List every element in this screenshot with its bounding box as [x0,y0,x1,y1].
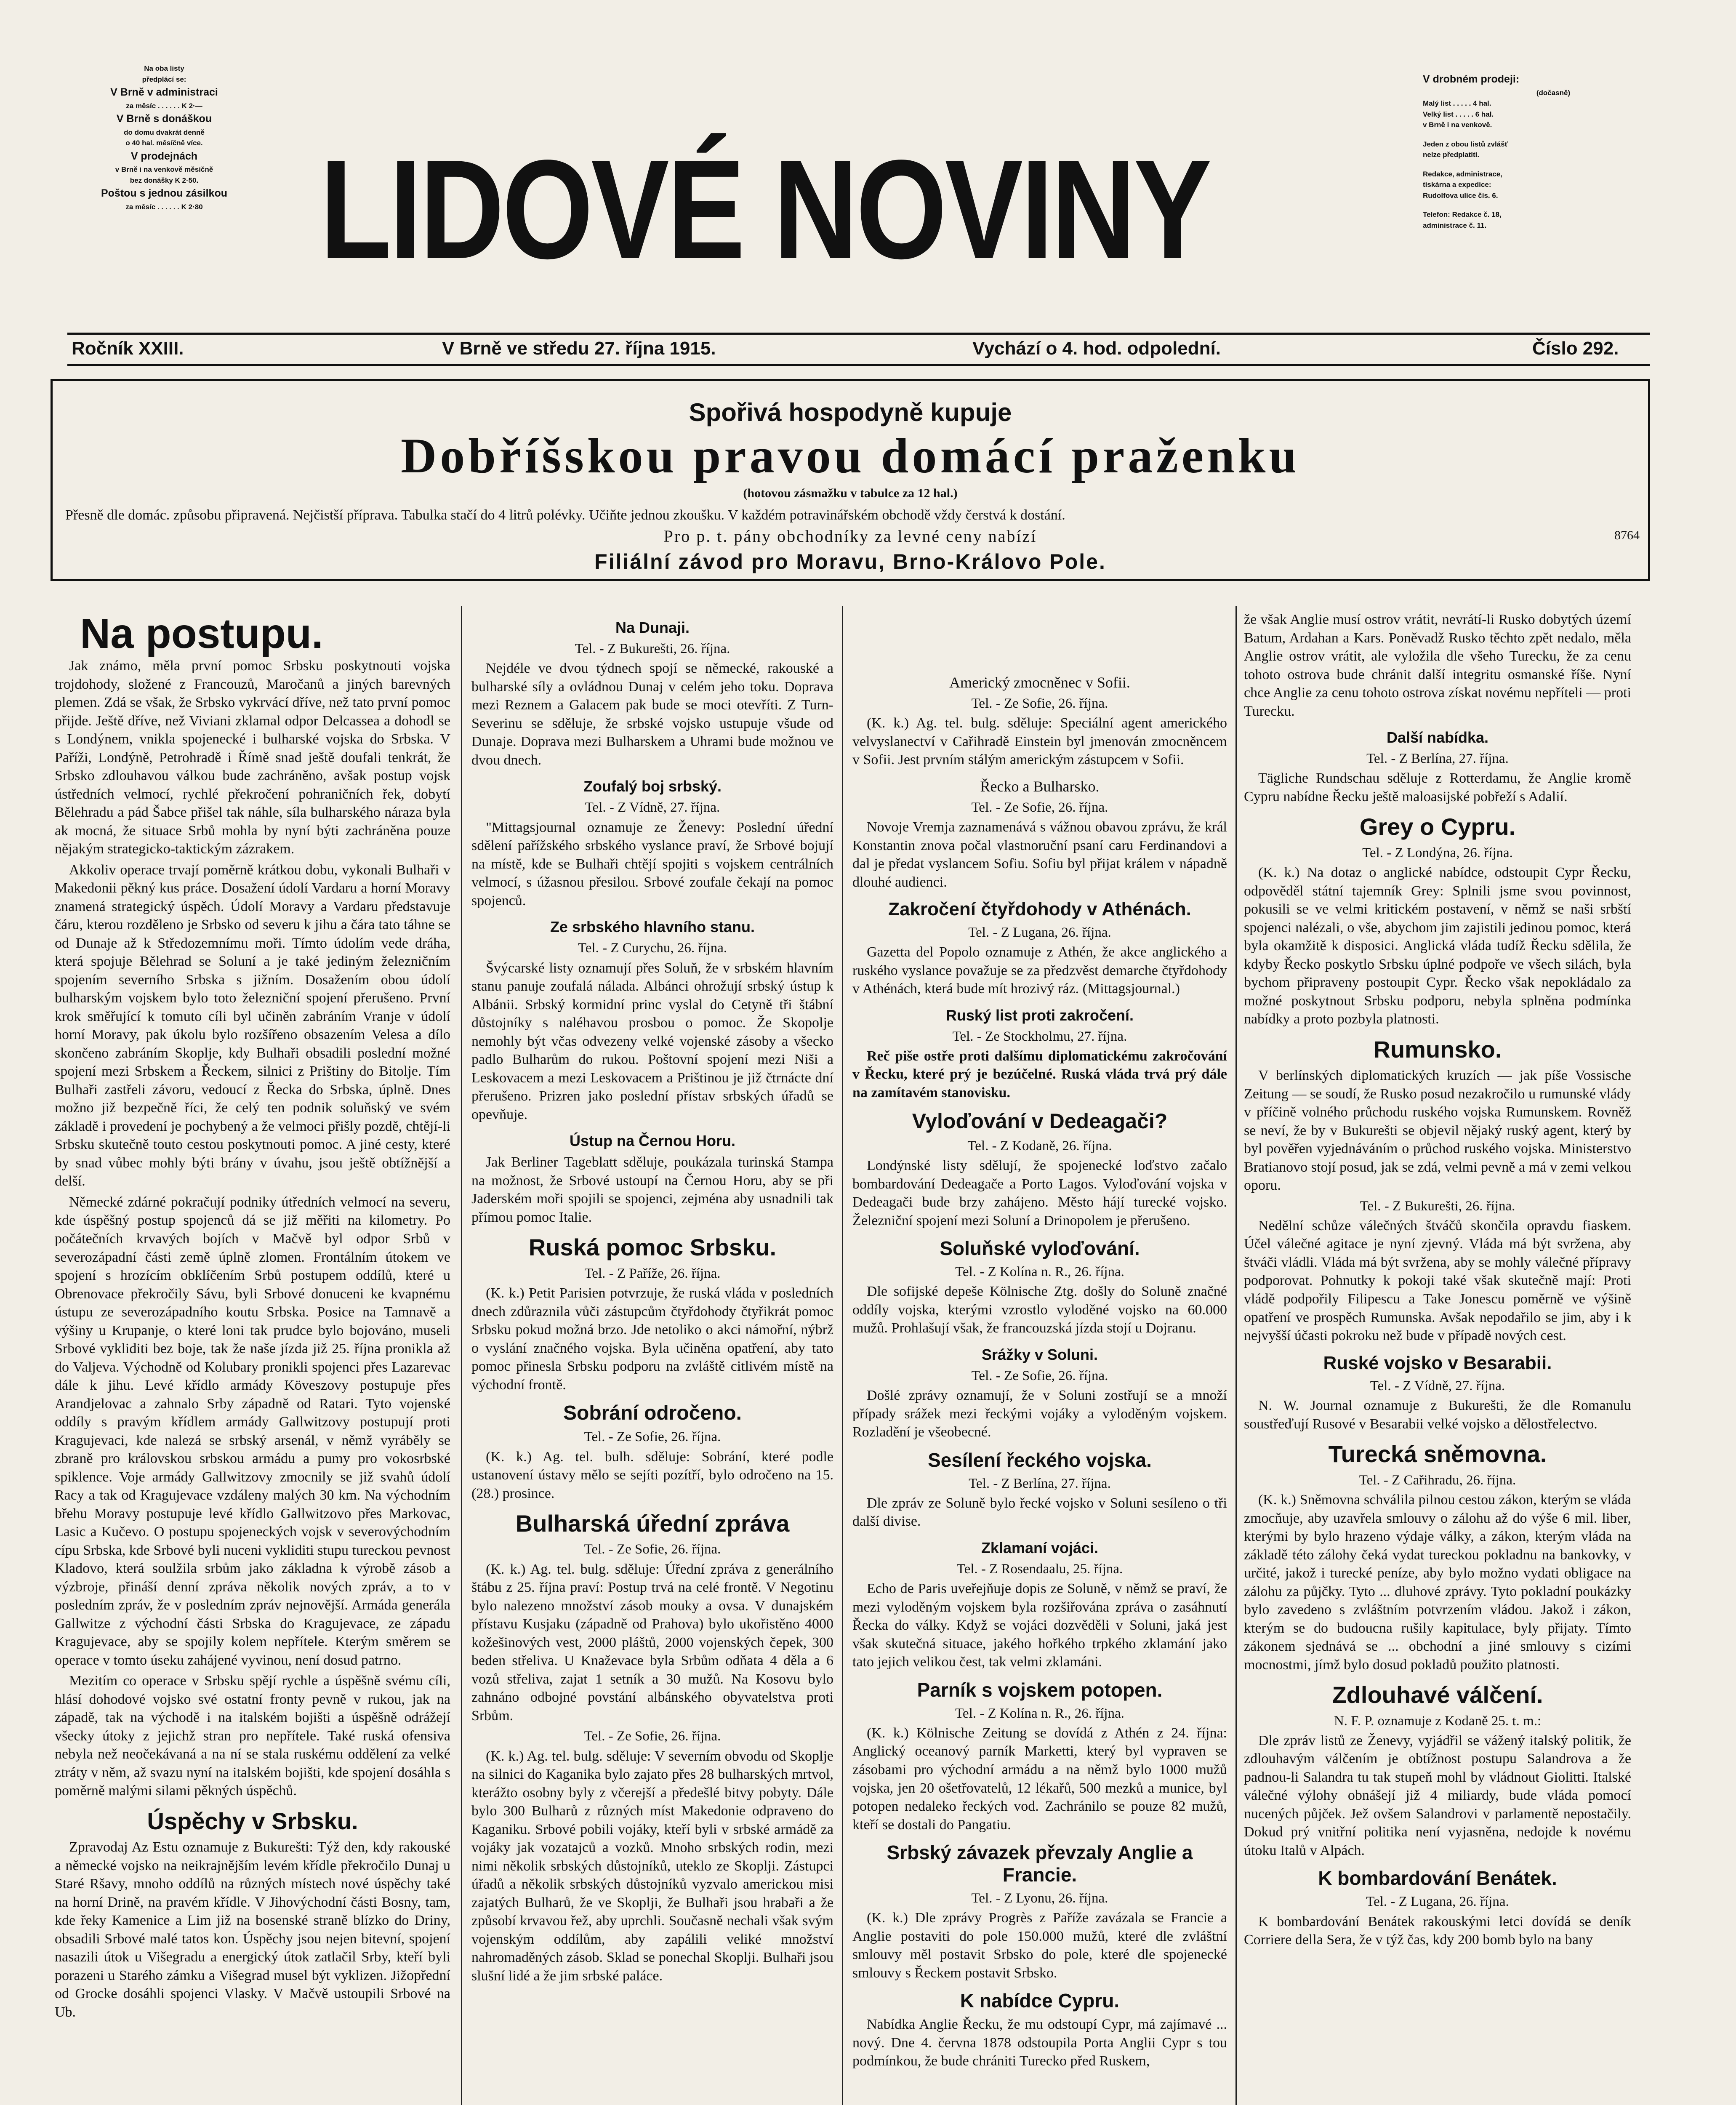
article-paragraph: (K. k.) Dle zprávy Progrès z Paříže zavázala se Francie a Anglie postaviti do pole 150.000 mužů, které dle zvláštní smlouvy měl postavit Srbsko do pole, které dle spojenecké smlouvy s Řeckem postavit Srbsko. [852,1910,1227,1981]
price-line: Jeden z obou listů zvlášť [1423,140,1508,148]
dateline: Tel. - Z Vídně, 27. října. [1370,1378,1505,1394]
dateline: Tel. - Z Bukurešti, 26. října. [1360,1198,1515,1214]
article-paragraph: Gazetta del Popolo oznamuje z Athén, že akce anglického a ruského vyslance považuje se za předzvěst demarche čtyřdohody v Athénách, která bude mít hrozivý ráz. (Mittagsjournal.) [852,944,1227,997]
article-paragraph: Nedělní schůze válečných štváčů skončila opravdu fiaskem. Účel válečné agitace je nyní zjevný. Vláda má být svržena, aby štváči vládli. Vláda má být svržena, aby se mohly válečné přípravy podporovat. Pohnutky k pokoji také však skutečně mají: Proti vládě podpořily Filipescu a Take Jonescu poměrně ve výšině opatření ve prospěch Rumunska. Avšak nepodařilo se jim, aby i k nejvyšší účasti pokroku než bude v případě nových cest. [1244,1218,1631,1344]
article-paragraph: Zpravodaj Az Estu oznamuje z Bukurešti: Týž den, kdy rakouské a německé vojsko na neikrajnějším levém křídle překročilo Dunaj u Staré Ršavy, mnoho oddílů na různých místech nové úspěchy také na horní Drině, na pravém křídle. V Jihovýchodní části Bosny, tam, kde řeky Kamenice a Lim již na bosenské straně blízko do Driny, obsadili Srbové malé tatos kon. Úspěchy jsou nejen bitevní, spojení nasazili útok u Višegradu a energický útok zatlačil Srby, kteří byli porazeni u Starého zámku a Višegrad musel být vyklizen. Jižopřední od Grocke dosáhli spojenci Vlasky. V Mačvě ustoupili Srbové na Ub. [55,1839,450,2020]
article-heading: Úspěchy v Srbsku. [147,1807,358,1834]
article-paragraph: Mezitím co operace v Srbsku spějí rychle a úspěšně svému cíli, hlásí dohodové vojsko své ostatní fronty pevně v rukou, jak na západě, tak na východě i na italském bojišti a úspěšně odrážejí všecky útoky z jejichž stran pro nepřítele. Také ruská ofensiva nebyla než neočekávaná a na ní se stala ruskému oddělení za velké ztráty v něm, až svazu nyní na italském bojišti, kde spojení dosáhla s poměrně malými silami pěkných úspěchů. [55,1673,450,1799]
article-heading: Ruské vojsko v Besarabii. [1323,1352,1552,1373]
article-paragraph: (K. k.) Ag. tel. bulg. sděluje: V severním obvodu od Skoplje na silnici do Kaganika bylo zajato přes 28 bulharských mrtvol, kterážto osobny byly z včerejší a předešlé bitvy pobyty. Dále bylo 300 Bulharů z různých míst Makedonie odpraveno do Kaganiku. Srbové pobili vojáky, kteří byli v srbské armádě za vojáky jak vozatajců a vozků. Mnoho srbských rodin, mezi nimi několik srbských důstojníků, uteklo ze Skoplji. Zástupci úřadů a několik srbských důstojníků vyzvalo americkou misi zajatých Bulharů, že ve Skoplji, že Bulhaři jsou hrabaři a že způsobí krvavou řež, aby uprchli. Současně nechali však svým vojenským oddílům, aby zapálili veliké množství nahromaděných zásob. Sklad se ponechal Skoplji. Bulhaři jsou slušní lidé a že jim srbské paláce. [471,1748,833,1984]
price-line: nelze předplatiti. [1423,151,1480,159]
article-paragraph: Echo de Paris uveřejňuje dopis ze Soluně, v němž se praví, že mezi vyloděným vojskem byla rozšiřována zpráva o zasáhnutí Řecka do války. Když se vojáci dozvěděli v Soluni, jaká jest však skutečná situace, jakého hořkého trpkého zklamání jako tato jejich velikou čest, tak velmi zklamáni. [852,1581,1227,1670]
advertisement-box [51,379,1650,581]
article-heading: Turecká sněmovna. [1328,1441,1547,1468]
article-heading: Sesílení řeckého vojska. [928,1449,1152,1471]
price-line: (dočasně) [1536,88,1571,97]
subscription-line: za měsíc . . . . . . K 2·80 [125,203,203,211]
price-line: Rudolfova ulice čís. 6. [1423,191,1498,200]
article-heading: Ústup na Černou Horu. [570,1132,735,1150]
article-heading: Srážky v Soluni. [981,1346,1098,1363]
issue-date: V Brně ve středu 27. října 1915. [442,338,716,359]
article-paragraph: (K. k.) Ag. tel. bulg. sděluje: Speciální agent amerického velvyslanectví v Cařihradě Einstein byl jmenován zmocněncem v Sofii. Jest prvním stálým americkým zástupcem v Sofii. [852,715,1227,768]
ad-subline: (hotovou zásmažku v tabulce za 12 hal.) [743,486,958,500]
price-line: Telefon: Redakce č. 18, [1423,210,1502,218]
ad-company: Filiální závod pro Moravu, Brno-Královo Pole. [594,550,1106,573]
article-column-4 [1244,610,1631,2105]
lead-article-title: Na postupu. [80,610,323,657]
article-paragraph: (K. k.) Sněmovna schválila pilnou cestou zákon, kterým se vláda zmocňuje, aby uzavřela smlouvy o zálohu až do výše 6 mil. liber, kterými by bylo hrazeno výdaje války, a zákon, kterým vláda na základě této zálohy čeká vydat tureckou pokladnu na bankovky, v určité, jakož i turecké peníze, aby bylo možno vydati obligace na zálohu za půjčky. Tyto ... dluhové zprávy. Tyto pokladní poukázky bylo zavedeno s zvláštním potvrzením vládou. Jakož i zákon, kterým se do budoucna rušily kapitulace, byly přijaty. Tímto zákonem sjednává se ... obchodní a jiné smlouvy s cizími mocnostmi, jímž bylo dosud pokladů použito platnosti. [1244,1492,1631,1673]
article-paragraph: (K. k.) Petit Parisien potvrzuje, že ruská vláda v posledních dnech zdůraznila vůči zástupcům čtyřdohody čtyřikrát pomoc Srbsku pokud možná brzo. Jde netoliko o akci námořní, nýbrž o vyslání značného vojska. Byla učiněna opatření, aby tato pomoc přinesla Srbsku podporu na zvláště citlivém místě na východní frontě. [471,1285,833,1393]
article-column-3 [852,665,1227,2105]
dateline: Tel. - Z Kolína n. R., 26. října. [955,1264,1124,1280]
dateline: Tel. - Ze Sofie, 26. října. [584,1542,721,1557]
article-paragraph: Německé zdárné pokračují podniky útředních velmocí na severu, kde úspěšný postup spojenců dá se již měřiti na kilometry. Po počátečních krvavých bojích v Mačvě byl odpor Srbů v severozápadní části země úplně zlomen. Frontálním útokem ve spojení s hrozícím obklíčením Srbů postupem oddílů, které u Obrenovace překročily Sávu, byli Srbové donuceni ke kvapnému ústupu ze severozápadního koutu Srbska. Posice na Tamnavě a výšiny u Krupanje, o které loni tak prudce bylo bojováno, museli Srbové vykliditi bez boje, tak že naše jízda již 25. října pronikla až do Valjeva. Východně od Kolubary pronikli spojenci přes Lazarevac dále k jihu. Levé křídlo armády Köveszovy postupuje přes Arandjelovac a zahnalo Srby západně od Ratari. Tyto vojenské oddíly s pravým křídlem armády Gallwitzovy postupují proti Kragujevaci, kde nalezá se srbský arsenál, v němž vyráběly se zbraně pro královskou srbskou armádu a pumy pro vokosrbské spiklence. Voje armády Gallwitzovy zmocnily se již svahů údolí Racy a tak od Kragujevace vzdáleny malých 30 km. Na východním břehu Moravy postupuje levé křídlo Gallwitzovo přes Markovac, Lasic a Kučevo. O postupu spojeneckých vojsk v severovýchodním cípu Srbska, kde Srbové byli nuceni vykliditi stupu tureckou pevnost Kladovo, která soulžila srbům jako základna k výrobě zásob a výzbroje, přináší denní zpráva několik nových zpráv, a to v posledním zpráv, že v posledním zpráv nejnovější. Armáda generála Gallwitze z východní části Srbska do Kragujevace, ze západu Kragujevace, aby se spojily kolem nepřítele. Kterým směrem se operace v tomto úseku zahájené vyvinou, není dosud patrno. [55,1194,450,1668]
dateline: Tel. - Z Vídně, 27. října. [585,800,720,815]
dateline: N. F. P. oznamuje z Kodaně 25. t. m.: [1334,1713,1542,1729]
article-paragraph: Jak Berliner Tageblatt sděluje, poukázala turinská Stampa na možnost, že Srbové ustoupí na Černou Horu, aby se při Jaderském moři spojili se spojenci, zejména aby usnadnili tak přímou pomoc Italie. [471,1154,833,1225]
article-heading: Ruský list proti zakročení. [945,1006,1134,1024]
subscription-line: V prodejnách [130,150,198,162]
price-line: administrace č. 11. [1423,221,1487,229]
ad-offer: Pro p. t. pány obchodníky za levné ceny nabízí [663,527,1037,546]
column-divider [1235,606,1237,2105]
article-heading: Ruská pomoc Srbsku. [528,1234,777,1261]
article-paragraph: V berlínských diplomatických kruzích — jak píše Vossische Zeitung — se soudí, že Rusko posud nezakročilo u rumunské vlády v příčině volného průchodu ruského vojska Rumunskem. Rovněž se neví, že by v Bukurešti se objevil nějaký ruský agent, který by byl pověřen vyjednáváním o průchod ruského vojska. Ministerstvo Bratianovo stojí posud, jak se zdá, velmi pevně a má v zemi velkou oporu. [1244,1068,1631,1194]
article-paragraph: Dle sofijské depeše Kölnische Ztg. došly do Soluně značné oddíly vojska, kterými vzrostlo vyloděné vojsko na 60.000 mužů. Prohlašují však, že francouzská jízda stojí u Dojranu. [852,1284,1227,1336]
article-heading: Zklamaní vojáci. [981,1539,1099,1556]
dateline: Tel. - Ze Sofie, 26. října. [971,696,1108,711]
subscription-line: bez donášky K 2·50. [130,176,199,184]
dateline: Tel. - Z Lugana, 26. října. [968,925,1111,940]
column-divider [461,606,462,2105]
article-heading: Srbský závazek převzaly Anglie a Francie. [887,1841,1193,1886]
price-info-box [1423,72,1684,231]
dateline: Tel. - Z Berlína, 27. října. [1366,751,1509,767]
article-paragraph: Jak známo, měla první pomoc Srbsku poskytnouti vojska trojdohody, složené z Francouzů, Maročanů a jiných barevných plemen. Zdá se však, že Srbsko vykrvácí dříve, než tato první pomoc přijde. Ještě dříve, než Viviani zklamal odpor Delcassea a dohodl se s Londýnem, vnikla spojenecké i bulharské vojska do Srbska. V Paříži, Londýně, Petrohradě i Římě snad ještě doufali tenkrát, že Srbsko zdlouhavou válkou bude zachráněno, avšak postup vojsk ústředních velmocí, rychlé překročení pohraničních řek, dobytí Bělehradu a pád Šabce přišel tak náhle, síla bulharského náraza byla ak mocná, že situace Srbů mohla by nyní býti zachráněna pouze nějakým strategicko-taktickým zázrakem. [55,658,450,857]
article-heading: Parník s vojskem potopen. [917,1679,1163,1701]
volume-number: Ročník XXIII. [72,338,184,359]
subscription-line: do domu dvakrát denně [124,128,205,136]
article-heading: Vyloďování v Dedeagači? [912,1109,1168,1133]
article-heading: Zoufalý boj srbský. [583,778,722,795]
dateline: Tel. - Z Curychu, 26. října. [578,941,727,956]
price-line: Redakce, administrace, [1423,170,1502,178]
dateline: Tel. - Z Lugana, 26. října. [1366,1894,1509,1910]
article-heading: K bombardování Benátek. [1318,1867,1557,1889]
article-paragraph: K bombardování Benátek rakouskými letci dovídá se deník Corriere della Sera, že v týž čas, kdy 200 bomb bylo na bany [1244,1913,1631,1948]
article-paragraph: (K. k.) Ag. tel. bulh. sděluje: Sobrání, které podle ustanovení ústavy mělo se sejíti pozítří, bylo odročeno na 15. (28.) prosince. [471,1449,833,1501]
subscription-line: V Brně s donáškou [116,113,212,125]
subscription-line: v Brně i na venkově měsíčně [115,165,213,173]
price-line: tiskárna a expedice: [1423,181,1491,189]
article-paragraph: Novoje Vremja zaznamenává s vážnou obavou zprávu, že král Konstantin znova počal vlastnoruční psaní caru Ferdinandovi a dal je předat vyslancem Sofiu. Sofiu byl přijat králem v nápadně dlouhé audienci. [852,819,1227,890]
article-paragraph: Dle zpráv ze Soluně bylo řecké vojsko v Soluni sesíleno o tři další divise. [852,1495,1227,1529]
article-heading: Řecko a Bulharsko. [980,778,1100,795]
dateline: Tel. - Ze Sofie, 26. října. [584,1429,721,1445]
article-heading: Na Dunaji. [615,619,690,636]
dateline: Tel. - Z Berlína, 27. října. [969,1476,1111,1491]
ad-code: 8764 [1614,528,1640,542]
article-paragraph: Londýnské listy sdělují, že spojenecké loďstvo začalo bombardování Dedeagače a Porto Lagos. Vyloďování vojska v Dedeagači bude brzy zahájeno. Město hájí turecké vojsko. Železniční spojení mezi Soluní a Drinopolem je přerušeno. [852,1158,1227,1228]
dateline: Tel. - Ze Sofie, 26. října. [584,1729,721,1744]
article-heading: Sobrání odročeno. [563,1402,742,1425]
article-heading: Další nabídka. [1386,729,1489,746]
article-paragraph: že však Anglie musí ostrov vrátit, nevrátí-li Rusko dobytých území Batum, Ardahan a Kars. Poněvadž Rusko těchto zpět nedalo, měla Anglie ostrov vrátit, ale vyložila dle všeho Turecku, že za cenu tohoto ostrova bude chránit další integritu osmanské říše. Nyní chce Anglie za cenu tohoto ostrova získat novému nepříteli — proti Turecku. [1244,612,1631,719]
article-paragraph: Akkoliv operace trvají poměrně krátkou dobu, vykonali Bulhaři v Makedonii pěkný kus práce. Dosažení údolí Vardaru a horní Moravy znamená strategický úspěch. Údolí Moravy a Vardaru představuje čáru, kterou rozděleno je Srbsko od severu k jihu a čára tato táhne se od Dunaje až k Středozemnímu moři. Tímto údolím vede dráha, která spojuje Bělehrad se Soluní a je také jediným železničním spojením severního Srbska s jižním. Dosažením obou údolí bulharským vojskem bylo toto železniční spojení přerušeno. První krok směřující k tomuto cíli byl učiněn zabráním Vranje v údolí horní Moravy, pak úkolu bylo rozšířeno obsazením Velesa a dílo skončeno zabráním Skoplje, kdy Bulhaři obsadili poslední možné spojení mezi Srbskem a Řeckem, silnici z Prištiny do Bitolje. Tím Bulhaři zastřeli závoru, vedoucí z Řecka do Srbska, úplně. Dnes možno již bezpečně říci, že celý ten podnik soluňský ve svém základě i provedení je pochybený a že velmoci přišly pozdě, chtějí-li Srbsku skutečně touto cestou poskytnouti pomoc. A jiné cesty, které by snad vůbec mohly býti brány v úvahu, jsou ještě obtížnější a delší. [55,862,450,1189]
price-line: Velký list . . . . . 6 hal. [1423,110,1494,118]
dateline: Tel. - Z Kodaně, 26. října. [967,1138,1112,1154]
article-paragraph: Švýcarské listy oznamují přes Soluň, že v srbském hlavním stanu panuje zoufalá nálada. Albánci ohrožují srbský ústup k Albánii. Srbský kormidní princ vyslal do Cetyně tři štábní důstojníky s naléhavou prosbou o pomoc. Že Skopolje nemohly být včas odvezeny velké vojenské zásoby a všecko padlo Bulharům do rukou. Poštovní spojení mezi Niši a Leskovacem a mezi Leskovacem a Prištinou je již čtrnácte dní přerušeno. Prizren jako poslední přístav srbských úřadů se opevňuje. [471,960,833,1122]
dateline: Tel. - Ze Stockholmu, 27. října. [952,1029,1127,1044]
article-paragraph: Nabídka Anglie Řecku, že mu odstoupí Cypr, má zajímavé ... nový. Dne 4. června 1878 odstoupila Porta Anglii Cypr s tou podmínkou, že bude chrániti Turecko před Ruskem, [852,2017,1227,2069]
dateline: Tel. - Z Londýna, 26. října. [1362,845,1513,861]
price-line: V drobném prodeji: [1423,73,1520,85]
dateline: Tel. - Ze Sofie, 26. října. [971,799,1108,815]
article-paragraph: "Mittagsjournal oznamuje ze Ženevy: Poslední úřední sdělení pařížského srbského vyslance praví, že Srbové bojují na místě, kde se Bulhaři chtějí spojiti s vojskem centrálních velmocí, s úžasnou přesilou. Srbové zoufale čekají na pomoc spojenců. [471,819,833,909]
article-heading: Bulharská úřední zpráva [515,1510,790,1537]
article-paragraph: (K. k.) Na dotaz o anglické nabídce, odstoupit Cypr Řecku, odpověděl státní tajemník Grey: Splnili jsme svou povinnost, pokusili se ve velmi kritickém postavení, v němž se naši srbští spojenci nalézali, o vše, abychom jim zajistili jedinou pomoc, která byla okamžitě k disposici. Anglická vláda tudíž Řecku sdělila, že kdyby Řecko poskytlo Srbsku úplné podpoře ve všech silách, byla bychom připraveny postoupit Cypr. Řecko však nepokládalo za možné poskytnout Srbsku podporu, nebyla splněna podmínka nabídky a proto pozbyla platnosti. [1244,865,1631,1027]
dateline: Tel. - Z Rosendaalu, 25. října. [956,1561,1123,1577]
publish-time: Vychází o 4. hod. odpolední. [972,338,1221,359]
article-paragraph: N. W. Journal oznamuje z Bukurešti, že dle Romanulu soustřeďují Rusové v Besarabii velké vojsko a dělostřelectvo. [1244,1398,1631,1432]
ad-body: Přesně dle domác. způsobu připravená. Nejčistší příprava. Tabulka stačí do 4 litrů polévky. Učiňte jednou zkoušku. V každém potravinářském obchodě vždy čerstvá k dostání. [65,507,1065,523]
price-line: Malý list . . . . . 4 hal. [1423,99,1491,107]
subscription-info-box [46,63,282,212]
dateline: Tel. - Z Bukurešti, 26. října. [575,641,730,657]
subscription-line: za měsíc . . . . . . K 2·— [126,101,202,110]
article-heading: K nabídce Cypru. [960,1990,1120,2012]
masthead-title: LIDOVÉ NOVINY [320,131,1210,288]
dateline: Tel. - Ze Sofie, 26. října. [971,1368,1108,1384]
dateline: Tel. - Z Lyonu, 26. října. [971,1890,1108,1906]
article-paragraph: (K. k.) Kölnische Zeitung se dovídá z Athén z 24. října: Anglický oceanový parník Marketti, který byl vypraven se zásobami pro východní armádu a na němž bylo 1000 mužů vojska, jen 20 ošetřovatelů, 12 lékařů, 500 mezků a munice, byl potopen nedaleko řeckých vod. Zachránilo se pouze 82 mužů, kteří se dostali do Pangatiu. [852,1725,1227,1833]
subscription-line: předplácí se: [142,75,186,83]
price-line: v Brně i na venkově. [1423,121,1492,129]
article-column-2 [471,610,833,2105]
article-paragraph: (K. k.) Ag. tel. bulg. sděluje: Úřední zpráva z generálního štábu z 25. října praví: Postup trvá na celé frontě. V Negotinu bylo nalezeno množství zásob mouky a ovsa. V dunajském přístavu Kusjaku (západně od Prahova) bylo ukořistěno 4000 kožešinových vest, 2000 pláštů, 2000 vojenských čepek, 300 beden střeliva. U Knaževace byla Srbům odňata 4 děla a 6 vozů střeliva, zajat 1 setník a 30 mužů. Na Kosovu bylo zahnáno odbojné povstání albánského obyvatelstva proti Srbům. [471,1561,833,1724]
subscription-line: V Brně v administraci [110,86,218,98]
article-heading: Rumunsko. [1373,1036,1502,1063]
article-paragraph: Dle zpráv listů ze Ženevy, vyjádřil se vážený italský politik, že zdlouhavým válčením je obtížnost postupu Salandrova a že padnou-li Salandra tu tak stupeň mohl by vládnout Giolitti. Italské válečné výlohy obnášejí již 4 miliardy, bude vláda pomocí nucených půjček. Jež ovšem Salandrovi v parlamentě nepostačily. Dokud prý vnitřní politika není vyjasněna, nedojde k novému útoku Italů v Alpách. [1244,1732,1631,1858]
article-paragraph: Tägliche Rundschau sděluje z Rotterdamu, že Anglie kromě Cypru nabídne Řecku ještě maloasijské pobřeží s Adalií. [1244,770,1631,805]
dateline: Tel. - Z Kolína n. R., 26. října. [955,1705,1124,1721]
article-heading: Americký zmocněnec v Sofii. [949,674,1130,691]
subscription-line: Poštou s jednou zásilkou [101,187,228,199]
article-paragraph: Reč piše ostře proti dalšímu diplomatickému zakročování v Řecku, které prý je bezúčelné. Ruská vláda trvá prý dále na zamítavém stanovisku. [852,1048,1227,1100]
dateline: Tel. - Z Cařihradu, 26. října. [1359,1472,1516,1488]
column-divider [842,606,843,2105]
subscription-line: Na oba listy [144,64,184,72]
article-paragraph: Došlé zprávy oznamují, že v Soluni zostřují se a množí případy srážek mezi řeckými vojáky a vyloděným vojskem. Rozladění je všeobecné. [852,1388,1227,1440]
dateline-bar [67,333,1650,366]
article-paragraph: Nejdéle ve dvou týdnech spojí se německé, rakouské a bulharské síly a ovládnou Dunaj v celém jeho toku. Doprava mezi Reznem a Galacem pak bude se moci otevříti. Z Turn-Severinu se sděluje, že srbské vojsko ustupuje všude od Dunaje. Doprava mezi Bulharskem a Uhrami bude možnou ve dvou dnech. [471,661,833,768]
ad-tagline: Spořivá hospodyně kupuje [689,398,1012,426]
dateline: Tel. - Z Paříže, 26. října. [584,1266,721,1281]
article-column-1 [55,610,450,2105]
subscription-line: o 40 hal. měsíčně více. [125,139,203,147]
article-heading: Grey o Cypru. [1359,813,1516,840]
issue-number: Číslo 292. [1532,338,1619,359]
article-heading: Zdlouhavé válčení. [1332,1681,1543,1708]
ad-headline: Dobříšskou pravou domácí praženku [401,428,1300,483]
article-heading: Zakročení čtyřdohody v Athénách. [888,899,1191,920]
article-heading: Ze srbského hlavního stanu. [550,918,755,936]
article-heading: Soluňské vyloďování. [940,1237,1140,1260]
